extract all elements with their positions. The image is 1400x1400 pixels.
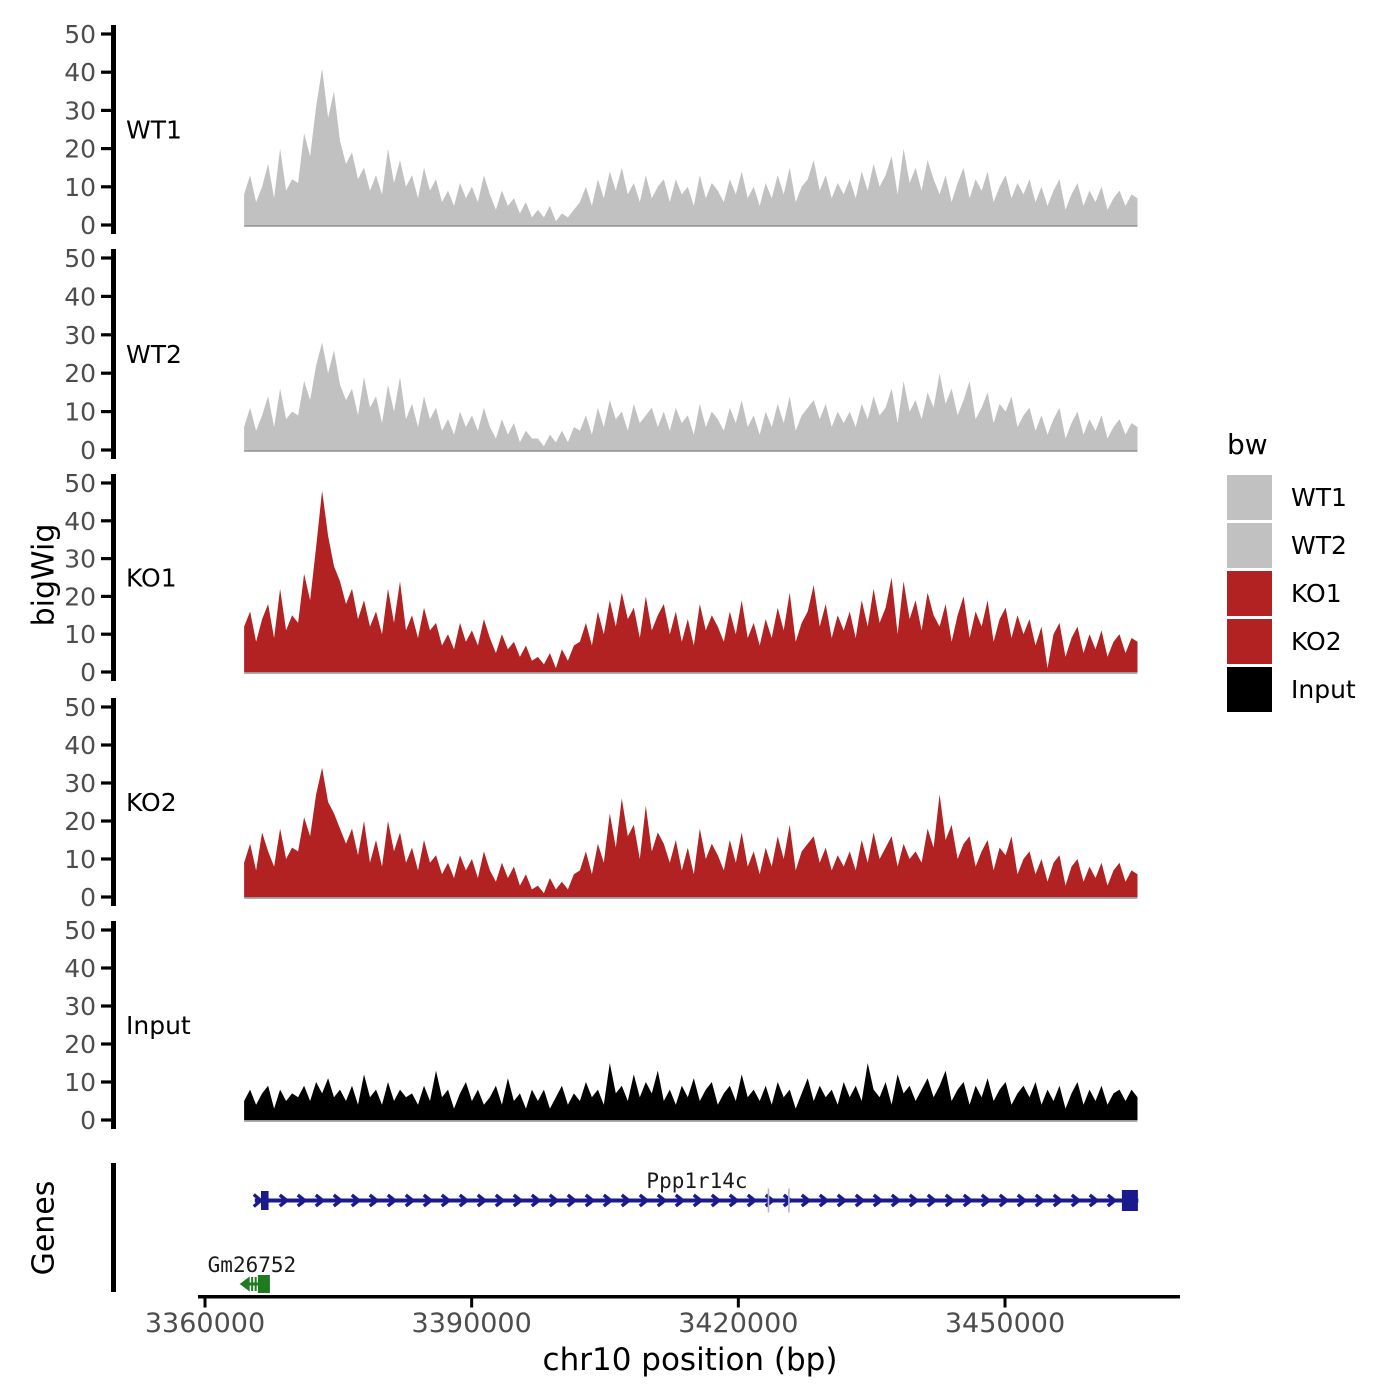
x-axis-line (198, 1295, 1180, 1299)
y-tick-mark (101, 743, 111, 746)
legend-row (1227, 619, 1356, 664)
y-tick-label: 20 (64, 1030, 96, 1059)
y-tick-label: 0 (80, 883, 96, 912)
y-axis-line (111, 249, 116, 459)
gene-exon-box (261, 1191, 269, 1210)
legend-key-swatch (1227, 619, 1272, 664)
y-tick-label: 0 (80, 658, 96, 687)
gene-label: Gm26752 (207, 1253, 297, 1277)
track-strip-label: WT1 (126, 115, 182, 145)
y-tick-label: 20 (64, 582, 96, 612)
legend-row (1227, 475, 1356, 520)
y-tick-label: 50 (64, 693, 96, 722)
y-tick-mark (101, 372, 111, 375)
y-tick-mark (101, 705, 111, 708)
y-tick-label: 30 (64, 320, 96, 350)
legend-row (1227, 571, 1356, 616)
x-axis-title: chr10 position (bp) (542, 1342, 838, 1378)
panel-baseline (244, 1120, 1137, 1122)
y-tick-mark (101, 481, 111, 484)
coverage-area-wt2 (244, 343, 1137, 451)
x-tick-label: 3420000 (678, 1308, 799, 1339)
gene-strand-arrow-left (240, 1277, 250, 1292)
y-tick-mark (101, 966, 111, 969)
y-tick-mark (101, 71, 111, 74)
y-tick-label: 10 (64, 172, 96, 202)
y-tick-label: 30 (64, 544, 96, 574)
y-axis-line (111, 474, 116, 681)
x-tick-mark (204, 1299, 207, 1308)
y-tick-label: 40 (64, 58, 96, 88)
y-tick-mark (101, 670, 111, 673)
legend-entry-label: WT1 (1291, 483, 1347, 512)
y-tick-label: 50 (64, 469, 96, 498)
y-tick-mark (101, 223, 111, 226)
y-tick-mark (101, 857, 111, 860)
y-tick-label: 40 (64, 282, 96, 312)
x-tick-mark (737, 1299, 740, 1308)
y-tick-mark (101, 557, 111, 560)
legend-title: bw (1227, 428, 1268, 461)
y-tick-label: 20 (64, 134, 96, 164)
y-tick-label: 10 (64, 620, 96, 650)
y-tick-label: 50 (64, 20, 96, 49)
legend-entry-label: Input (1291, 675, 1356, 704)
genes-axis-title: Genes (26, 1180, 62, 1276)
x-tick-label: 3360000 (144, 1308, 266, 1339)
track-strip-label: WT2 (126, 340, 182, 369)
y-tick-mark (101, 595, 111, 598)
y-tick-mark (101, 1042, 111, 1045)
coverage-area-wt1 (244, 68, 1137, 225)
legend (1227, 428, 1356, 715)
y-tick-label: 10 (64, 845, 96, 874)
coverage-area-ko1 (244, 491, 1137, 672)
y-tick-mark (101, 109, 111, 112)
y-tick-mark (101, 895, 111, 898)
x-tick-mark (470, 1299, 473, 1308)
gene-label: Ppp1r14c (646, 1169, 748, 1193)
coverage-area-ko2 (244, 768, 1137, 897)
gene-utr-tick (768, 1189, 770, 1213)
y-tick-label: 30 (64, 96, 96, 126)
y-tick-mark (101, 333, 111, 336)
y-tick-mark (101, 1080, 111, 1083)
y-tick-mark (101, 295, 111, 298)
y-tick-mark (101, 633, 111, 636)
legend-key-swatch (1227, 475, 1272, 520)
legend-entry-label: KO1 (1291, 579, 1342, 608)
genes-axis-line (111, 1163, 116, 1292)
gene-bar-tick (255, 1277, 257, 1291)
y-tick-mark (101, 256, 111, 259)
panel-baseline (244, 225, 1137, 227)
y-tick-label: 50 (64, 916, 96, 945)
track-strip-label: KO2 (126, 788, 177, 817)
gene-exon-box (1122, 1190, 1138, 1211)
y-axis-title: bigWig (26, 523, 62, 627)
x-tick-mark (1004, 1299, 1007, 1308)
gene-bar-tick (251, 1277, 253, 1291)
y-tick-mark (101, 819, 111, 822)
y-tick-mark (101, 147, 111, 150)
x-tick-label: 3450000 (944, 1308, 1066, 1339)
y-tick-mark (101, 448, 111, 451)
y-tick-mark (101, 410, 111, 413)
coverage-area-input (244, 1063, 1137, 1120)
track-strip-label: KO1 (126, 563, 177, 593)
legend-key-swatch (1227, 667, 1272, 712)
y-axis-line (111, 25, 116, 234)
y-axis-line (111, 698, 116, 906)
y-tick-mark (101, 185, 111, 188)
y-tick-label: 0 (80, 436, 96, 465)
y-tick-label: 40 (64, 506, 96, 536)
y-axis-line (111, 921, 116, 1129)
y-tick-label: 40 (64, 731, 96, 760)
y-tick-label: 20 (64, 359, 96, 389)
y-tick-label: 30 (64, 992, 96, 1021)
y-tick-label: 30 (64, 769, 96, 798)
legend-entry-label: WT2 (1291, 531, 1347, 560)
y-tick-label: 40 (64, 954, 96, 983)
panel-baseline (244, 897, 1137, 899)
track-strip-label: Input (126, 1011, 191, 1040)
y-tick-mark (101, 32, 111, 35)
y-tick-mark (101, 781, 111, 784)
legend-key-swatch (1227, 523, 1272, 568)
legend-rows (1227, 475, 1356, 712)
y-tick-label: 10 (64, 397, 96, 427)
y-tick-mark (101, 928, 111, 931)
panel-baseline (244, 672, 1137, 674)
y-tick-label: 20 (64, 807, 96, 836)
panel-baseline (244, 450, 1137, 452)
gene-utr-tick (788, 1189, 790, 1213)
legend-row (1227, 523, 1356, 568)
y-tick-label: 10 (64, 1068, 96, 1097)
y-tick-label: 50 (64, 244, 96, 273)
y-tick-mark (101, 519, 111, 522)
gene-exon-box (258, 1275, 270, 1293)
legend-key-swatch (1227, 571, 1272, 616)
y-tick-mark (101, 1118, 111, 1121)
y-tick-label: 0 (80, 211, 96, 240)
legend-entry-label: KO2 (1291, 627, 1342, 656)
x-tick-label: 3390000 (411, 1308, 532, 1339)
y-tick-mark (101, 1004, 111, 1007)
y-tick-label: 0 (80, 1106, 96, 1135)
legend-row (1227, 667, 1356, 712)
